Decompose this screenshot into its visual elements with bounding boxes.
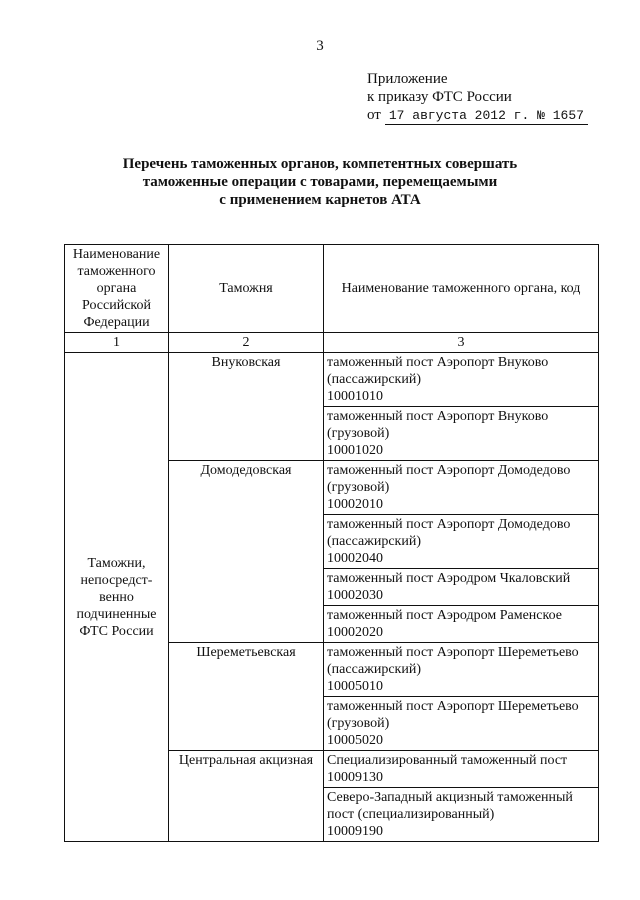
appendix-number: 1657 (552, 108, 584, 123)
column-number-row (65, 333, 599, 353)
appendix-number-sign: № (537, 108, 545, 123)
customs-name-cell: Внуковская (169, 353, 324, 461)
post-code: 10001020 (327, 443, 383, 458)
post-cell (324, 515, 599, 569)
title-line-3: с применением карнетов АТА (219, 192, 421, 208)
post-cell (324, 643, 599, 697)
customs-name-cell: Шереметьевская (169, 643, 324, 751)
post-code: 10009130 (327, 770, 383, 785)
appendix-date: 17 августа 2012 г. (388, 108, 530, 123)
post-cell (324, 353, 599, 407)
post-name: таможенный пост Аэропорт Шереметьево (грузовой) (327, 699, 579, 731)
header-row (65, 245, 599, 333)
post-cell (324, 697, 599, 751)
appendix-order-date-line (367, 106, 588, 125)
post-name: таможенный пост Аэродром Чкаловский (327, 571, 571, 586)
post-name: Северо-Западный акцизный таможенный пост (специализированный) (327, 790, 573, 822)
post-code: 10009190 (327, 824, 383, 839)
appendix-prefix: от (367, 107, 381, 123)
column-number-2: 2 (169, 333, 324, 353)
post-cell (324, 751, 599, 788)
table-row (65, 353, 599, 407)
post-code: 10002030 (327, 588, 383, 603)
appendix-label: Приложение (367, 71, 448, 87)
document-title (60, 155, 580, 209)
page-number: 3 (316, 38, 324, 54)
header-authority: Наименование таможенного органа Российской Федерации (65, 245, 169, 333)
post-code: 10005010 (327, 679, 383, 694)
appendix-order-ref: к приказу ФТС России (367, 89, 512, 105)
post-name: таможенный пост Аэродром Раменское (327, 608, 562, 623)
header-customs: Таможня (169, 245, 324, 333)
region-cell: Таможни, непосредст-венно подчиненные ФТС России (65, 353, 169, 842)
customs-name-cell: Центральная акцизная (169, 751, 324, 842)
post-code: 10005020 (327, 733, 383, 748)
post-code: 10002010 (327, 497, 383, 512)
customs-name-cell: Домодедовская (169, 461, 324, 643)
customs-table (64, 244, 599, 842)
post-cell (324, 569, 599, 606)
header-post: Наименование таможенного органа, код (324, 245, 599, 333)
appendix-order-fill (385, 108, 588, 125)
column-number-1: 1 (65, 333, 169, 353)
post-name: таможенный пост Аэропорт Домодедово (грузовой) (327, 463, 571, 495)
post-name: таможенный пост Аэропорт Внуково (пассажирский) (327, 355, 549, 387)
post-name: таможенный пост Аэропорт Домодедово (пассажирский) (327, 517, 571, 549)
post-cell (324, 461, 599, 515)
post-cell (324, 788, 599, 842)
post-code: 10001010 (327, 389, 383, 404)
post-name: Специализированный таможенный пост (327, 753, 568, 768)
customs-table-body (65, 245, 599, 842)
title-line-1: Перечень таможенных органов, компетентных совершать (122, 156, 518, 172)
title-line-2: таможенные операции с товарами, перемещаемыми (142, 174, 498, 190)
post-code: 10002020 (327, 625, 383, 640)
appendix-block (367, 70, 588, 125)
post-name: таможенный пост Аэропорт Внуково (грузовой) (327, 409, 549, 441)
post-name: таможенный пост Аэропорт Шереметьево (пассажирский) (327, 645, 579, 677)
post-cell (324, 407, 599, 461)
post-code: 10002040 (327, 551, 383, 566)
column-number-3: 3 (324, 333, 599, 353)
post-cell (324, 606, 599, 643)
